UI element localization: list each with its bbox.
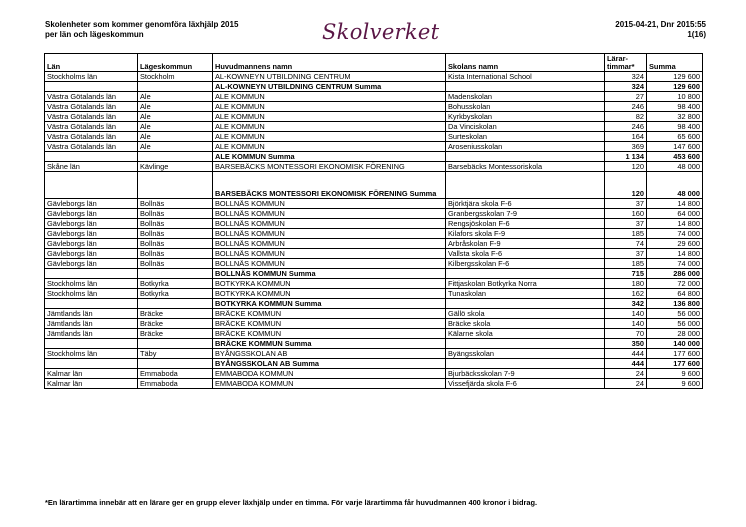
cell-lageskommun: Bollnäs — [138, 219, 213, 229]
cell-lageskommun — [138, 152, 213, 162]
cell-lageskommun: Bollnäs — [138, 229, 213, 239]
col-header-lararimmar: Lärar- timmar* — [605, 54, 647, 72]
cell-lageskommun — [138, 339, 213, 349]
table-summary-row — [45, 359, 703, 369]
cell-summa: 56 000 — [647, 309, 703, 319]
table-row — [45, 239, 703, 249]
cell-lan — [45, 299, 138, 309]
cell-lararimmar: 444 — [605, 359, 647, 369]
cell-skola: Tunaskolan — [446, 289, 605, 299]
cell-summa: 98 400 — [647, 102, 703, 112]
cell-skola: Kilafors skola F-9 — [446, 229, 605, 239]
table-row — [45, 289, 703, 299]
cell-lan: Stockholms län — [45, 289, 138, 299]
cell-lageskommun: Täby — [138, 349, 213, 359]
cell-huvudman: BRÄCKE KOMMUN — [213, 309, 446, 319]
cell-lageskommun — [138, 299, 213, 309]
cell-huvudman: AL-KOWNEYN UTBILDNING CENTRUM Summa — [213, 82, 446, 92]
cell-skola: Granbergsskolan 7-9 — [446, 209, 605, 219]
cell-huvudman: BYÅNGSSKOLAN AB — [213, 349, 446, 359]
cell-lageskommun: Ale — [138, 132, 213, 142]
cell-summa: 98 400 — [647, 122, 703, 132]
cell-summa: 140 000 — [647, 339, 703, 349]
schools-table — [44, 53, 703, 389]
cell-lageskommun — [138, 269, 213, 279]
cell-skola: Barsebäcks Montessoriskola — [446, 162, 605, 172]
col-header-skola: Skolans namn — [446, 54, 605, 72]
cell-lararimmar: 27 — [605, 92, 647, 102]
col-header-lan: Län — [45, 54, 138, 72]
cell-summa: 10 800 — [647, 92, 703, 102]
cell-lageskommun — [138, 359, 213, 369]
cell-summa: 64 000 — [647, 209, 703, 219]
cell-lan: Västra Götalands län — [45, 92, 138, 102]
cell-skola: Gällö skola — [446, 309, 605, 319]
table-summary-row — [45, 172, 703, 199]
cell-lan: Gävleborgs län — [45, 209, 138, 219]
cell-huvudman: BOLLNÄS KOMMUN — [213, 219, 446, 229]
date-reference: 2015-04-21, Dnr 2015:55 — [615, 20, 706, 29]
cell-lararimmar: 24 — [605, 369, 647, 379]
col-header-huvudman: Huvudmannens namn — [213, 54, 446, 72]
table-header-row — [45, 54, 703, 72]
cell-huvudman: BOLLNÄS KOMMUN — [213, 229, 446, 239]
cell-lageskommun: Botkyrka — [138, 289, 213, 299]
cell-huvudman: ALE KOMMUN — [213, 112, 446, 122]
cell-summa: 48 000 — [647, 162, 703, 172]
cell-lan: Gävleborgs län — [45, 219, 138, 229]
cell-lageskommun: Bräcke — [138, 319, 213, 329]
cell-huvudman: BRÄCKE KOMMUN Summa — [213, 339, 446, 349]
cell-skola — [446, 359, 605, 369]
cell-skola: Fittjaskolan Botkyrka Norra — [446, 279, 605, 289]
cell-summa: 65 600 — [647, 132, 703, 142]
cell-summa: 136 800 — [647, 299, 703, 309]
cell-lararimmar: 74 — [605, 239, 647, 249]
cell-huvudman: BOLLNÄS KOMMUN Summa — [213, 269, 446, 279]
cell-huvudman: BRÄCKE KOMMUN — [213, 319, 446, 329]
cell-summa: 29 600 — [647, 239, 703, 249]
cell-lageskommun: Bräcke — [138, 329, 213, 339]
cell-huvudman: BOLLNÄS KOMMUN — [213, 249, 446, 259]
cell-lan: Gävleborgs län — [45, 229, 138, 239]
cell-lararimmar: 140 — [605, 319, 647, 329]
cell-lararimmar: 715 — [605, 269, 647, 279]
cell-skola: Byängsskolan — [446, 349, 605, 359]
cell-lararimmar: 342 — [605, 299, 647, 309]
cell-lageskommun: Botkyrka — [138, 279, 213, 289]
table-row — [45, 72, 703, 82]
cell-huvudman: BOLLNÄS KOMMUN — [213, 259, 446, 269]
cell-lan: Jämtlands län — [45, 329, 138, 339]
cell-skola: Arbråskolan F-9 — [446, 239, 605, 249]
cell-lan — [45, 172, 138, 199]
table-row — [45, 162, 703, 172]
cell-lan: Stockholms län — [45, 349, 138, 359]
cell-lararimmar: 246 — [605, 122, 647, 132]
cell-summa: 453 600 — [647, 152, 703, 162]
cell-lageskommun: Bollnäs — [138, 199, 213, 209]
cell-lageskommun: Ale — [138, 112, 213, 122]
table-row — [45, 112, 703, 122]
table-row — [45, 122, 703, 132]
table-row — [45, 229, 703, 239]
cell-skola — [446, 172, 605, 199]
cell-summa: 64 800 — [647, 289, 703, 299]
table-row — [45, 132, 703, 142]
cell-lageskommun — [138, 172, 213, 199]
cell-lararimmar: 185 — [605, 229, 647, 239]
cell-lageskommun: Emmaboda — [138, 379, 213, 389]
cell-huvudman: BOTKYRKA KOMMUN Summa — [213, 299, 446, 309]
cell-lan: Västra Götalands län — [45, 132, 138, 142]
cell-summa: 28 000 — [647, 329, 703, 339]
cell-lan: Skåne län — [45, 162, 138, 172]
cell-lan: Kalmar län — [45, 379, 138, 389]
cell-lararimmar: 37 — [605, 249, 647, 259]
cell-lan: Stockholms län — [45, 279, 138, 289]
cell-lararimmar: 180 — [605, 279, 647, 289]
cell-lararimmar: 324 — [605, 82, 647, 92]
cell-huvudman: BARSEBÄCKS MONTESSORI EKONOMISK FÖRENING Summa — [213, 172, 446, 199]
table-row — [45, 142, 703, 152]
table-summary-row — [45, 152, 703, 162]
cell-skola: Kyrkbyskolan — [446, 112, 605, 122]
cell-lararimmar: 1 134 — [605, 152, 647, 162]
cell-skola: Madenskolan — [446, 92, 605, 102]
cell-lageskommun: Bollnäs — [138, 259, 213, 269]
cell-lan — [45, 269, 138, 279]
cell-lageskommun: Ale — [138, 142, 213, 152]
cell-lararimmar: 120 — [605, 162, 647, 172]
table-row — [45, 349, 703, 359]
cell-huvudman: ALE KOMMUN Summa — [213, 152, 446, 162]
cell-huvudman: BOTKYRKA KOMMUN — [213, 289, 446, 299]
cell-lan — [45, 359, 138, 369]
cell-huvudman: BARSEBÄCKS MONTESSORI EKONOMISK FÖRENING — [213, 162, 446, 172]
cell-summa: 147 600 — [647, 142, 703, 152]
cell-huvudman: ALE KOMMUN — [213, 122, 446, 132]
cell-skola: Kilbergsskolan F-6 — [446, 259, 605, 269]
cell-skola: Kista International School — [446, 72, 605, 82]
cell-summa: 14 800 — [647, 199, 703, 209]
page-number: 1(16) — [687, 30, 706, 39]
document-title — [45, 20, 238, 40]
cell-lararimmar: 185 — [605, 259, 647, 269]
cell-lageskommun: Emmaboda — [138, 369, 213, 379]
cell-summa: 74 000 — [647, 259, 703, 269]
cell-lan: Stockholms län — [45, 72, 138, 82]
title-line-1: Skolenheter som kommer genomföra läxhjälp 2015 — [45, 20, 239, 29]
cell-lageskommun: Ale — [138, 92, 213, 102]
cell-huvudman: BYÅNGSSKOLAN AB Summa — [213, 359, 446, 369]
cell-skola: Bjurbäcksskolan 7-9 — [446, 369, 605, 379]
cell-lan: Gävleborgs län — [45, 259, 138, 269]
col-header-lageskommun: Lägeskommun — [138, 54, 213, 72]
cell-lan: Kalmar län — [45, 369, 138, 379]
cell-lararimmar: 37 — [605, 199, 647, 209]
table-row — [45, 279, 703, 289]
cell-huvudman: ALE KOMMUN — [213, 92, 446, 102]
table-row — [45, 329, 703, 339]
cell-huvudman: BOTKYRKA KOMMUN — [213, 279, 446, 289]
cell-lararimmar: 164 — [605, 132, 647, 142]
cell-lageskommun: Kävlinge — [138, 162, 213, 172]
cell-lararimmar: 140 — [605, 309, 647, 319]
cell-lan — [45, 339, 138, 349]
cell-skola: Vallsta skola F-6 — [446, 249, 605, 259]
cell-lan: Västra Götalands län — [45, 122, 138, 132]
cell-lageskommun: Bollnäs — [138, 249, 213, 259]
cell-skola — [446, 299, 605, 309]
cell-skola: Bräcke skola — [446, 319, 605, 329]
table-row — [45, 249, 703, 259]
cell-lageskommun: Ale — [138, 102, 213, 112]
cell-lararimmar: 324 — [605, 72, 647, 82]
cell-skola — [446, 269, 605, 279]
cell-skola: Aroseniusskolan — [446, 142, 605, 152]
cell-lan: Västra Götalands län — [45, 142, 138, 152]
cell-lararimmar: 82 — [605, 112, 647, 122]
cell-skola: Bohusskolan — [446, 102, 605, 112]
cell-summa: 72 000 — [647, 279, 703, 289]
cell-lararimmar: 246 — [605, 102, 647, 112]
cell-lan: Jämtlands län — [45, 319, 138, 329]
cell-lageskommun — [138, 82, 213, 92]
cell-lageskommun: Bollnäs — [138, 209, 213, 219]
table-row — [45, 369, 703, 379]
cell-huvudman: EMMABODA KOMMUN — [213, 369, 446, 379]
cell-lararimmar: 24 — [605, 379, 647, 389]
cell-huvudman: BOLLNÄS KOMMUN — [213, 199, 446, 209]
table-summary-row — [45, 339, 703, 349]
document-meta — [615, 20, 706, 40]
cell-lararimmar: 444 — [605, 349, 647, 359]
cell-huvudman: BRÄCKE KOMMUN — [213, 329, 446, 339]
title-line-2: per län och lägeskommun — [45, 30, 144, 39]
cell-lan: Gävleborgs län — [45, 199, 138, 209]
cell-summa: 177 600 — [647, 349, 703, 359]
cell-lan: Gävleborgs län — [45, 239, 138, 249]
cell-skola: Björktjära skola F-6 — [446, 199, 605, 209]
cell-huvudman: ALE KOMMUN — [213, 132, 446, 142]
table-row — [45, 102, 703, 112]
cell-huvudman: AL-KOWNEYN UTBILDNING CENTRUM — [213, 72, 446, 82]
table-row — [45, 219, 703, 229]
table-summary-row — [45, 269, 703, 279]
cell-lageskommun: Bollnäs — [138, 239, 213, 249]
cell-summa: 9 600 — [647, 379, 703, 389]
cell-huvudman: BOLLNÄS KOMMUN — [213, 239, 446, 249]
cell-lararimmar: 70 — [605, 329, 647, 339]
col-header-summa: Summa — [647, 54, 703, 72]
cell-lan: Västra Götalands län — [45, 112, 138, 122]
footnote: *En lärartimma innebär att en lärare ger en grupp elever läxhjälp under en timma. För varje lärartimma får huvudmannen 400 kronor i bidrag. — [45, 498, 538, 507]
cell-lageskommun: Bräcke — [138, 309, 213, 319]
cell-summa: 74 000 — [647, 229, 703, 239]
cell-lageskommun: Ale — [138, 122, 213, 132]
cell-lararimmar: 160 — [605, 209, 647, 219]
cell-huvudman: BOLLNÄS KOMMUN — [213, 209, 446, 219]
cell-skola: Rengsjöskolan F-6 — [446, 219, 605, 229]
table-row — [45, 92, 703, 102]
table-row — [45, 209, 703, 219]
cell-lan: Jämtlands län — [45, 309, 138, 319]
cell-summa: 14 800 — [647, 219, 703, 229]
cell-lararimmar: 120 — [605, 172, 647, 199]
cell-lararimmar: 37 — [605, 219, 647, 229]
cell-summa: 14 800 — [647, 249, 703, 259]
cell-huvudman: EMMABODA KOMMUN — [213, 379, 446, 389]
table-row — [45, 379, 703, 389]
cell-huvudman: ALE KOMMUN — [213, 102, 446, 112]
cell-skola — [446, 152, 605, 162]
cell-summa: 9 600 — [647, 369, 703, 379]
cell-summa: 48 000 — [647, 172, 703, 199]
cell-lan — [45, 152, 138, 162]
table-row — [45, 319, 703, 329]
table-row — [45, 309, 703, 319]
cell-skola: Vissefjärda skola F-6 — [446, 379, 605, 389]
cell-summa: 177 600 — [647, 359, 703, 369]
cell-lararimmar: 162 — [605, 289, 647, 299]
cell-lararimmar: 369 — [605, 142, 647, 152]
cell-lararimmar: 350 — [605, 339, 647, 349]
table-summary-row — [45, 82, 703, 92]
cell-lan: Gävleborgs län — [45, 249, 138, 259]
table-row — [45, 199, 703, 209]
cell-skola — [446, 82, 605, 92]
table-summary-row — [45, 299, 703, 309]
cell-summa: 129 600 — [647, 82, 703, 92]
skolverket-logo: Skolverket — [322, 20, 440, 44]
table-row — [45, 259, 703, 269]
cell-lan: Västra Götalands län — [45, 102, 138, 112]
table-body — [45, 72, 703, 389]
cell-skola: Kälarne skola — [446, 329, 605, 339]
cell-summa: 56 000 — [647, 319, 703, 329]
cell-huvudman: ALE KOMMUN — [213, 142, 446, 152]
cell-lan — [45, 82, 138, 92]
cell-summa: 286 000 — [647, 269, 703, 279]
cell-skola: Surteskolan — [446, 132, 605, 142]
cell-summa: 32 800 — [647, 112, 703, 122]
cell-lageskommun: Stockholm — [138, 72, 213, 82]
cell-skola: Da Vinciskolan — [446, 122, 605, 132]
cell-skola — [446, 339, 605, 349]
cell-summa: 129 600 — [647, 72, 703, 82]
